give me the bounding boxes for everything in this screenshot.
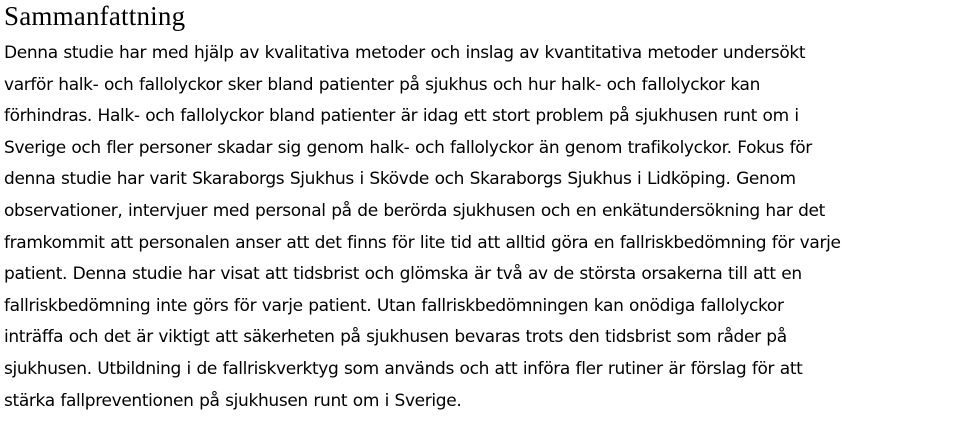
paragraph-line: patient. Denna studie har visat att tidsbrist och glömska är två av de största orsakerna till att en [4,264,802,285]
paragraph-line: framkommit att personalen anser att det finns för lite tid att alltid göra en fallriskbedömning för varje [4,232,841,253]
paragraph-line: varför halk- och fallolyckor sker bland patienter på sjukhus och hur halk- och fallolyckor kan [4,74,761,95]
paragraph-line: förhindras. Halk- och fallolyckor bland patienter är idag ett stort problem på sjukhusen runt om i [4,106,799,127]
summary-paragraph [4,38,955,417]
paragraph-line: inträffa och det är viktigt att säkerheten på sjukhusen bevaras trots den tidsbrist som råder på [4,327,787,348]
paragraph-line: denna studie har varit Skaraborgs Sjukhus i Skövde och Skaraborgs Sjukhus i Lidköping. Genom [4,169,796,190]
paragraph-line: fallriskbedömning inte görs för varje patient. Utan fallriskbedömningen kan onödiga fallolyckor [4,295,784,316]
paragraph-line: Sverige och fler personer skadar sig genom halk- och fallolyckor än genom trafikolyckor. Fokus för [4,137,812,158]
page-title: Sammanfattning [4,1,186,31]
paragraph-line: sjukhusen. Utbildning i de fallriskverktyg som används och att införa fler rutiner är förslag för att [4,358,803,379]
paragraph-line: observationer, intervjuer med personal på de berörda sjukhusen och en enkätundersökning har det [4,200,825,221]
paragraph-line: stärka fallpreventionen på sjukhusen runt om i Sverige. [4,390,462,411]
paragraph-line: Denna studie har med hjälp av kvalitativa metoder och inslag av kvantitativa metoder undersökt [4,43,806,63]
